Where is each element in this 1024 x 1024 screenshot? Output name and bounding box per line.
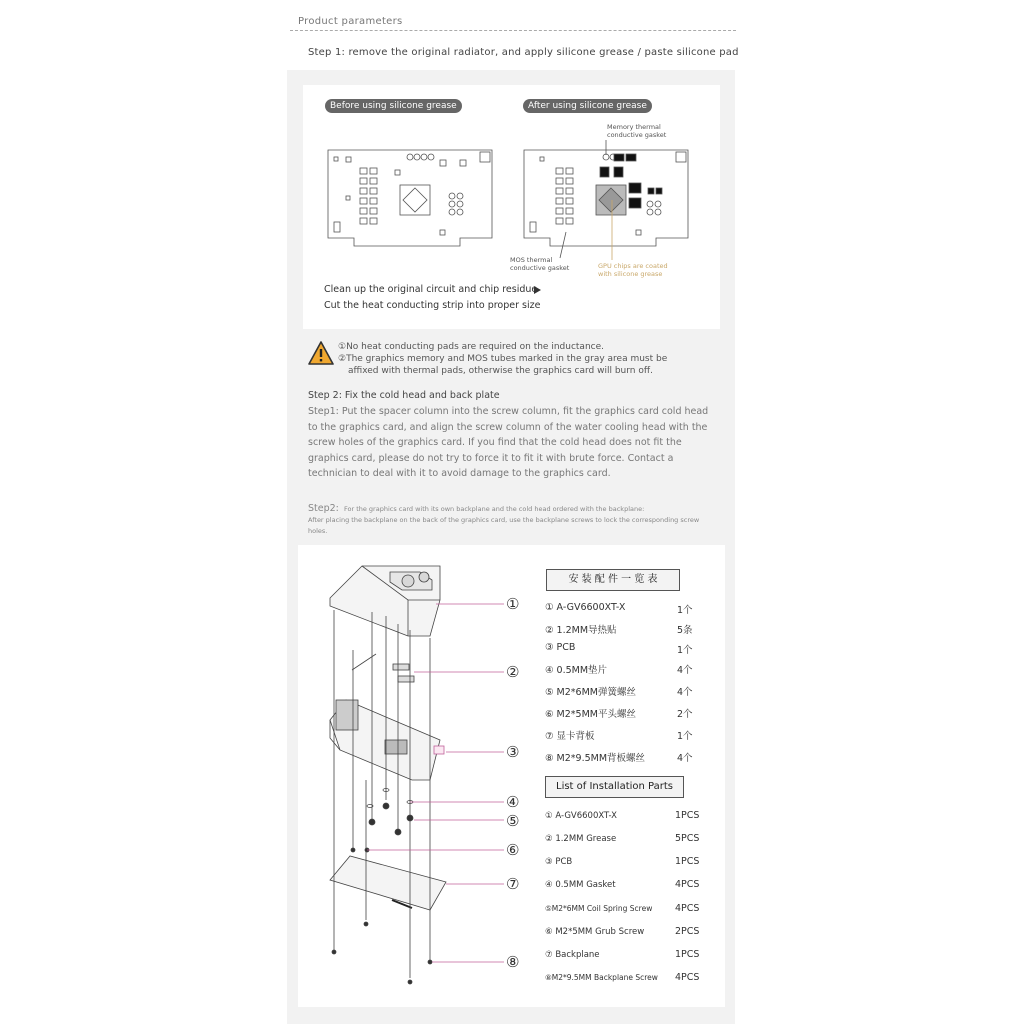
list-item: ⑧ M2*9.5MM背板螺丝 [545,753,646,764]
list-item-qty: 4PCS [675,879,700,890]
step2-body: Step1: Put the spacer column into the screw column, fit the graphics card cold head to the graphics card, and align the screw column of the water cooling head with the screw holes of the graphics card. If you find that the cold head does not fit the graphics card, please do not try to force it to fit it with brute force. Contact a technician to deal with it to avoid damage to the graphics card. [308,406,709,480]
list-item: ⑧M2*9.5MM Backplane Screw [545,973,658,982]
list-item-qty: 1个 [677,645,693,656]
list-item: ⑦ Backplane [545,950,600,960]
list-item-qty: 1PCS [675,949,700,960]
list-item: ④ 0.5MM垫片 [545,665,608,676]
clean-instruction: Clean up the original circuit and chip residue [324,284,538,295]
list-item-qty: 5条 [677,625,693,636]
callout-4: ④ [506,793,520,811]
mos-gasket-label: MOS thermal conductive gasket [510,256,570,272]
list-item-qty: 4个 [677,687,693,698]
gpu-grease-label: GPU chips are coated with silicone grease [598,262,668,278]
step1-title: Step 1: remove the original radiator, and apply silicone grease / paste silicone pad [308,47,739,58]
list-item-qty: 4PCS [675,972,700,983]
callout-1: ① [506,595,520,613]
list-item: ③ PCB [545,857,573,867]
step2-title: Step 2: Fix the cold head and back plate [308,390,500,401]
callout-5: ⑤ [506,812,520,830]
list-item-qty: 4个 [677,665,693,676]
list-item: ① A-GV6600XT-X [545,811,617,821]
warning-line-3: affixed with thermal pads, otherwise the graphics card will burn off. [348,366,653,376]
step2b-rest: After placing the backplane on the back of the graphics card, use the backplane screws to lock the corresponding screw holes. [308,516,700,535]
list-item: ⑥ M2*5MM平头螺丝 [545,709,636,720]
list-item: ④ 0.5MM Gasket [545,880,616,890]
callout-3: ③ [506,743,520,761]
list-item-qty: 5PCS [675,833,700,844]
parts-cn-title: 安 装 配 件 一 览 表 [546,569,680,591]
parts-en-title: List of Installation Parts [545,776,684,798]
callout-8: ⑧ [506,953,520,971]
callout-6: ⑥ [506,841,520,859]
list-item: ③ PCB [545,642,576,653]
step2b-inline: For the graphics card with its own backplane and the cold head ordered with the backplane: [343,505,645,513]
callout-2: ② [506,663,520,681]
list-item-qty: 1PCS [675,856,700,867]
list-item: ① A-GV6600XT-X [545,602,626,613]
warning-line-1: ①No heat conducting pads are required on the inductance. [338,342,604,352]
list-item: ⑤M2*6MM Coil Spring Screw [545,904,653,913]
list-item: ⑦ 显卡背板 [545,731,595,742]
list-item: ⑥ M2*5MM Grub Screw [545,927,645,937]
callout-7: ⑦ [506,875,520,893]
list-item-qty: 4PCS [675,903,700,914]
cut-instruction: Cut the heat conducting strip into proper size [324,300,541,311]
after-label: After using silicone grease [523,99,652,113]
memory-gasket-label: Memory thermal conductive gasket [607,123,667,139]
list-item-qty: 1个 [677,605,693,616]
list-item-qty: 4个 [677,753,693,764]
list-item-qty: 1PCS [675,810,700,821]
list-item: ② 1.2MM Grease [545,834,617,844]
list-item-qty: 1个 [677,731,693,742]
list-item: ② 1.2MM导热贴 [545,625,617,636]
page-title: Product parameters [298,16,403,27]
before-label: Before using silicone grease [325,99,462,113]
list-item-qty: 2个 [677,709,693,720]
list-item: ⑤ M2*6MM弹簧螺丝 [545,687,636,698]
warning-line-2: ②The graphics memory and MOS tubes marked in the gray area must be [338,354,668,364]
step2b-label: Step2: [308,503,339,514]
list-item-qty: 2PCS [675,926,700,937]
